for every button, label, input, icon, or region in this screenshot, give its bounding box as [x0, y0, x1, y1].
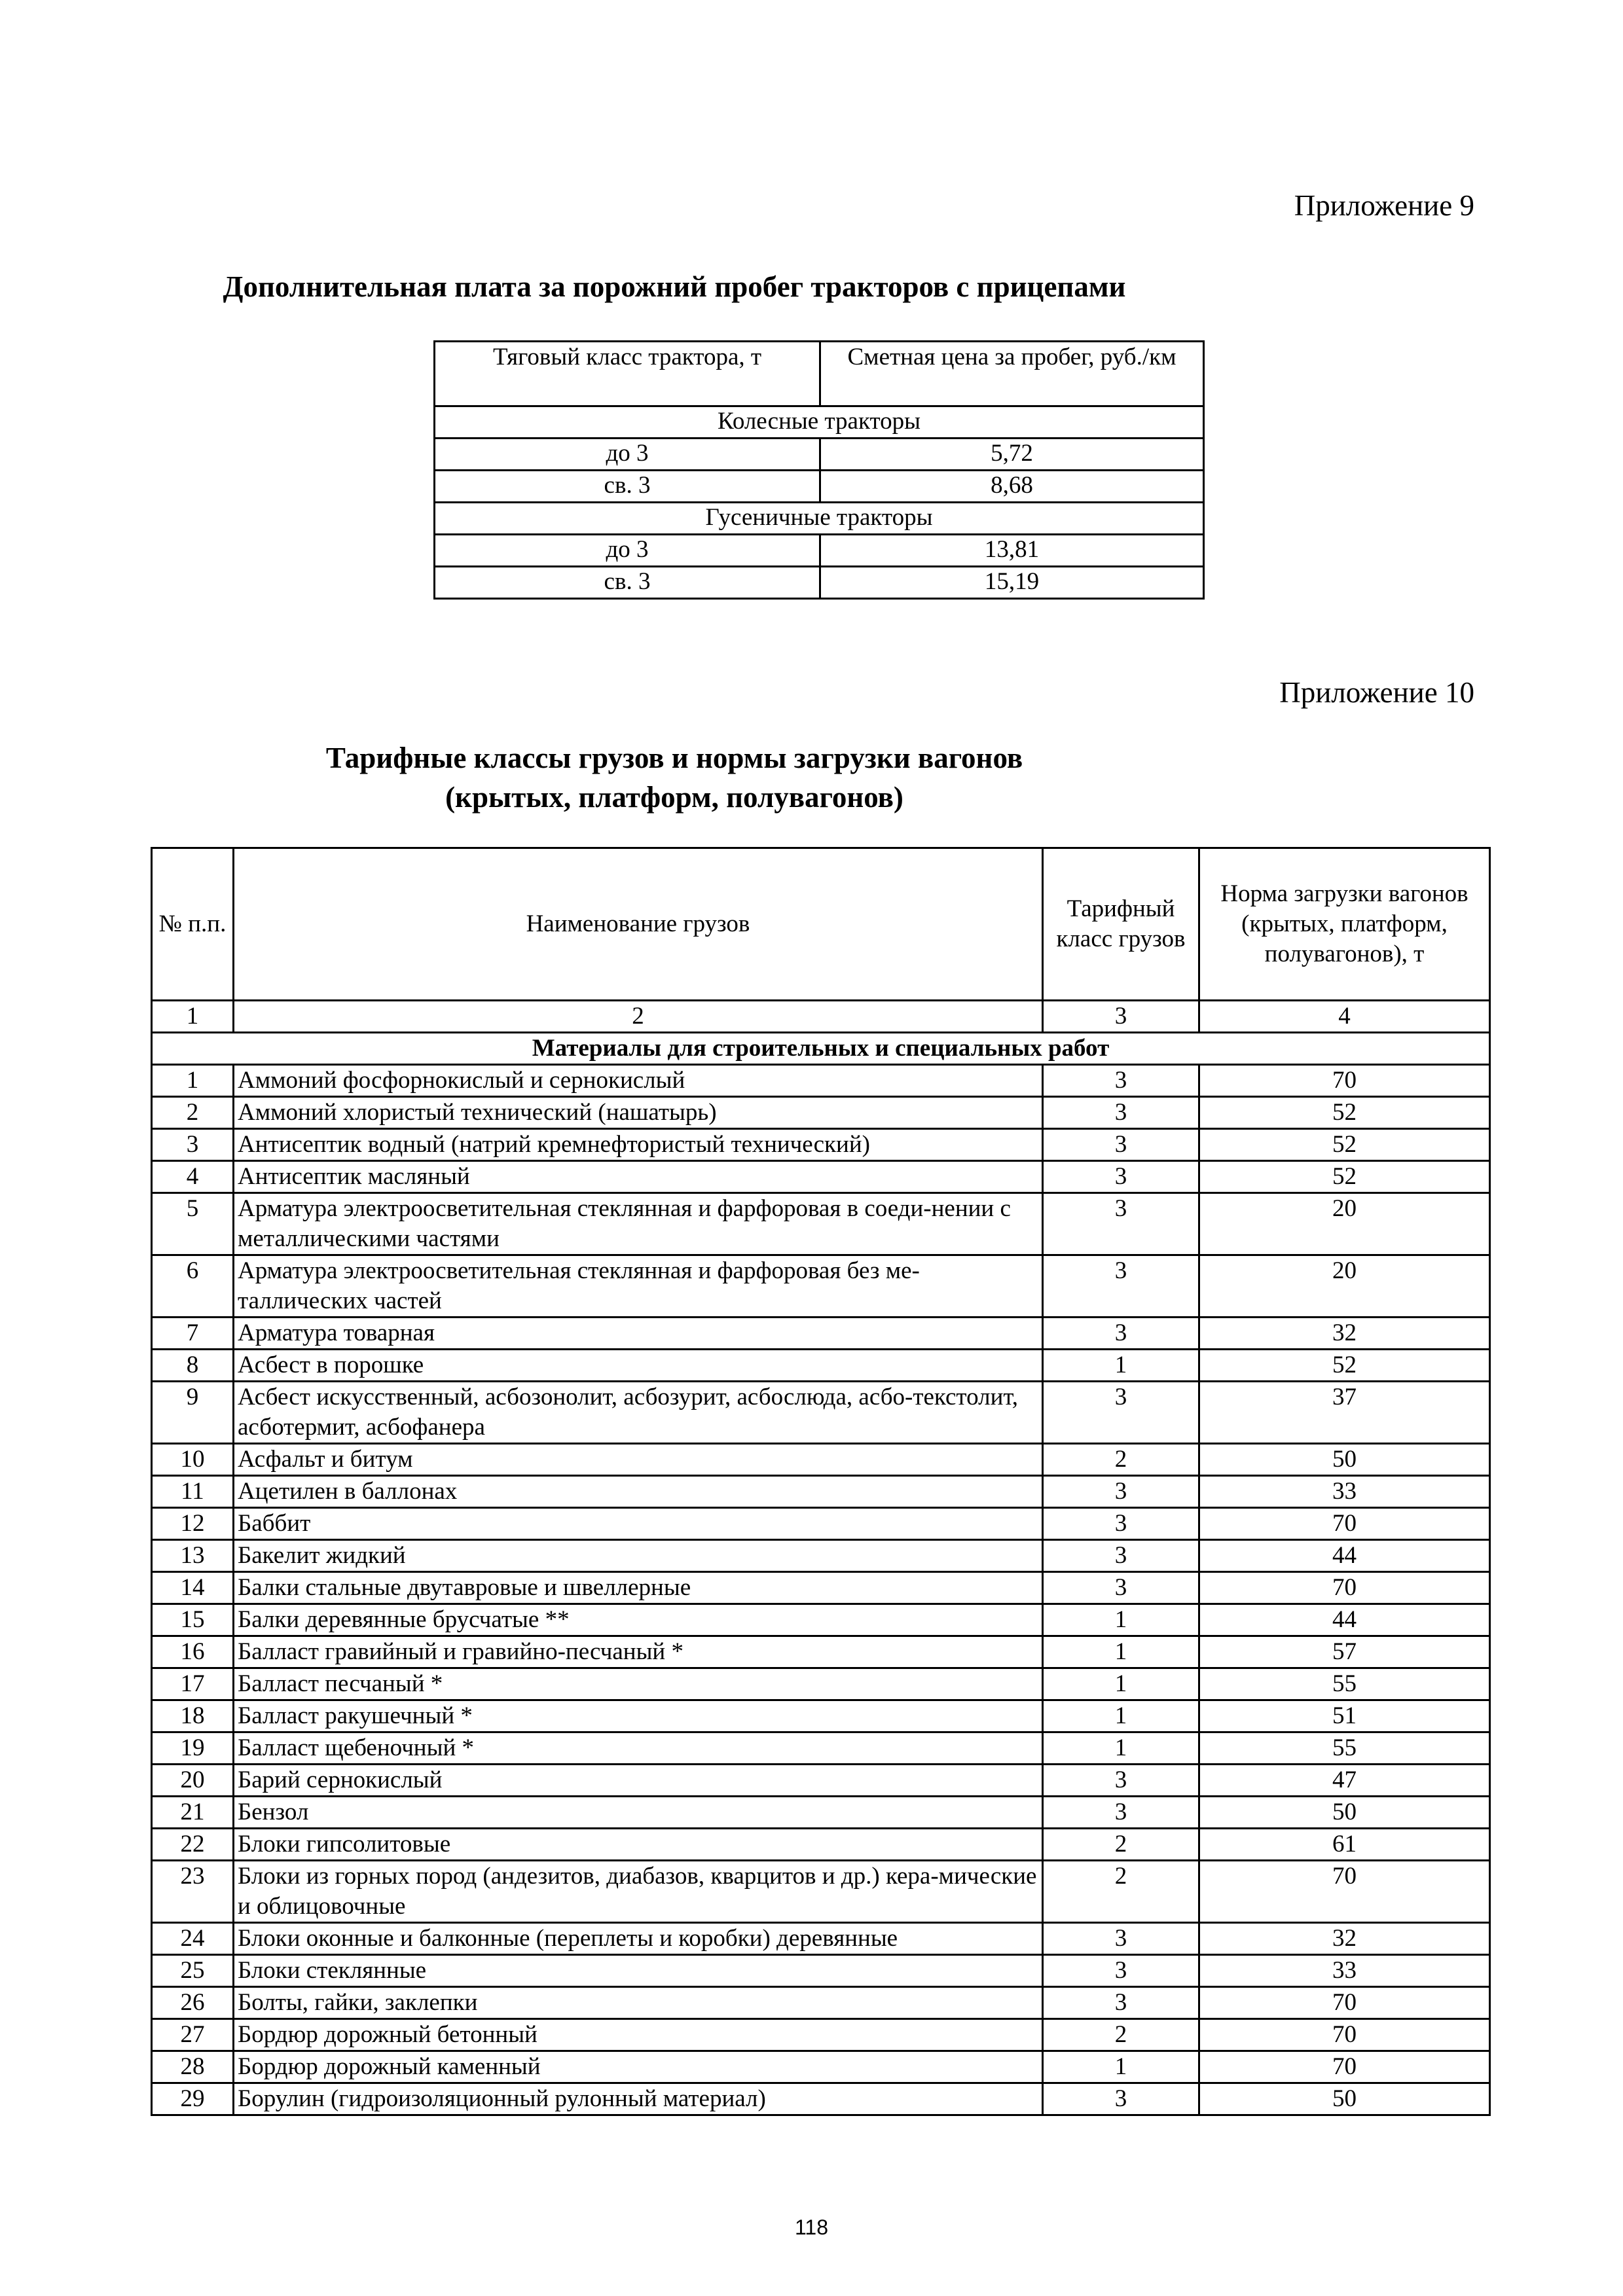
tariff-class-cell: 1: [1043, 1732, 1199, 1765]
table-row: [152, 1829, 1490, 1861]
table-row: [152, 1065, 1490, 1097]
table-row: [152, 1861, 1490, 1923]
table-row: [435, 535, 1204, 567]
table-row: [152, 1923, 1490, 1955]
load-norm-cell: 44: [1199, 1540, 1490, 1572]
tariff-class-cell: 2: [1043, 1829, 1199, 1861]
load-norm-cell: 55: [1199, 1668, 1490, 1700]
table-row: [152, 2019, 1490, 2051]
tariff-class-cell: 3: [1043, 1129, 1199, 1161]
tariff-class-cell: 1: [1043, 2051, 1199, 2083]
table-row: [152, 1668, 1490, 1700]
load-norm-cell: 70: [1199, 1987, 1490, 2019]
cargo-name-cell: Болты, гайки, заклепки: [234, 1987, 1043, 2019]
group-label: Гусеничные тракторы: [435, 503, 1204, 535]
cargo-name-cell: Блоки гипсолитовые: [234, 1829, 1043, 1861]
table-row: [152, 1255, 1490, 1318]
row-number-cell: 5: [152, 1193, 234, 1255]
section-row: [152, 1033, 1490, 1065]
cargo-name-cell: Баббит: [234, 1508, 1043, 1540]
column-header: Наименование грузов: [234, 848, 1043, 1001]
tariff-class-cell: 2: [1043, 1444, 1199, 1476]
row-number-cell: 6: [152, 1255, 234, 1318]
tariff-class-cell: 3: [1043, 1318, 1199, 1350]
table-row: [152, 1476, 1490, 1508]
row-number-cell: 26: [152, 1987, 234, 2019]
row-number-cell: 24: [152, 1923, 234, 1955]
tariff-class-cell: 3: [1043, 1923, 1199, 1955]
table-header-row: [152, 848, 1490, 1001]
tariff-class-cell: 3: [1043, 1161, 1199, 1193]
cargo-name-cell: Борулин (гидроизоляционный рулонный материал): [234, 2083, 1043, 2115]
load-norm-cell: 51: [1199, 1700, 1490, 1732]
load-norm-cell: 70: [1199, 2051, 1490, 2083]
table-row: [435, 439, 1204, 471]
cargo-name-cell: Антисептик масляный: [234, 1161, 1043, 1193]
cargo-name-cell: Аммоний фосфорнокислый и сернокислый: [234, 1065, 1043, 1097]
tariff-class-cell: 2: [1043, 2019, 1199, 2051]
tariff-class-cell: 2: [1043, 1861, 1199, 1923]
tariff-class-cell: 3: [1043, 1476, 1199, 1508]
load-norm-cell: 61: [1199, 1829, 1490, 1861]
load-norm-cell: 70: [1199, 1508, 1490, 1540]
cargo-name-cell: Балласт щебеночный *: [234, 1732, 1043, 1765]
column-index: 1: [152, 1001, 234, 1033]
cargo-name-cell: Асфальт и битум: [234, 1444, 1043, 1476]
row-number-cell: 8: [152, 1350, 234, 1382]
table-row: [152, 1955, 1490, 1987]
cargo-name-cell: Бакелит жидкий: [234, 1540, 1043, 1572]
row-number-cell: 1: [152, 1065, 234, 1097]
row-number-cell: 10: [152, 1444, 234, 1476]
row-number-cell: 21: [152, 1797, 234, 1829]
table-row: [435, 567, 1204, 599]
tariff-class-cell: 3: [1043, 1508, 1199, 1540]
column-index: 4: [1199, 1001, 1490, 1033]
page-number: 118: [794, 2215, 828, 2239]
row-number-cell: 27: [152, 2019, 234, 2051]
table-row: [152, 2083, 1490, 2115]
cargo-name-cell: Бордюр дорожный бетонный: [234, 2019, 1043, 2051]
appendix-10-title-line1: Тарифные классы грузов и нормы загрузки вагонов: [325, 742, 1023, 774]
table-row: [152, 1700, 1490, 1732]
table-row: [152, 1540, 1490, 1572]
cargo-name-cell: Балки стальные двутавровые и швеллерные: [234, 1572, 1043, 1604]
price-cell: 15,19: [820, 567, 1204, 599]
cargo-name-cell: Балласт песчаный *: [234, 1668, 1043, 1700]
row-number-cell: 23: [152, 1861, 234, 1923]
tractor-mileage-table: [433, 340, 1205, 600]
table-row: [152, 2051, 1490, 2083]
row-number-cell: 16: [152, 1636, 234, 1668]
table-row: [152, 1604, 1490, 1636]
row-number-cell: 9: [152, 1382, 234, 1444]
table-row: [152, 1350, 1490, 1382]
table-row: [152, 1572, 1490, 1604]
load-norm-cell: 57: [1199, 1636, 1490, 1668]
table-header-row: [435, 342, 1204, 406]
load-norm-cell: 55: [1199, 1732, 1490, 1765]
column-header: Норма загрузки вагонов (крытых, платформ, полувагонов), т: [1199, 848, 1490, 1001]
column-header: Сметная цена за пробег, руб./км: [820, 342, 1204, 406]
tariff-class-cell: 3: [1043, 1255, 1199, 1318]
cargo-name-cell: Арматура электроосветительная стеклянная и фарфоровая без ме-таллических частей: [234, 1255, 1043, 1318]
appendix-9-label: Приложение 9: [1294, 189, 1474, 222]
load-norm-cell: 70: [1199, 1065, 1490, 1097]
appendix-10-title-line2: (крытых, платформ, полувагонов): [445, 781, 903, 814]
cargo-name-cell: Блоки из горных пород (андезитов, диабазов, кварцитов и др.) кера-мические и облицовочные: [234, 1861, 1043, 1923]
table-row: [152, 1193, 1490, 1255]
row-number-cell: 12: [152, 1508, 234, 1540]
table-row: [435, 471, 1204, 503]
tariff-class-cell: 3: [1043, 1540, 1199, 1572]
row-number-cell: 19: [152, 1732, 234, 1765]
row-number-cell: 25: [152, 1955, 234, 1987]
column-header: № п.п.: [152, 848, 234, 1001]
column-index: 2: [234, 1001, 1043, 1033]
load-norm-cell: 33: [1199, 1955, 1490, 1987]
tariff-class-cell: 3: [1043, 1065, 1199, 1097]
load-norm-cell: 52: [1199, 1129, 1490, 1161]
load-norm-cell: 70: [1199, 1572, 1490, 1604]
appendix-10-label: Приложение 10: [1279, 676, 1474, 709]
load-norm-cell: 52: [1199, 1161, 1490, 1193]
traction-class-cell: св. 3: [435, 567, 820, 599]
table-row: [152, 1161, 1490, 1193]
cargo-tariff-table: [151, 847, 1491, 2116]
group-row: [435, 406, 1204, 439]
row-number-cell: 29: [152, 2083, 234, 2115]
tariff-class-cell: 3: [1043, 1987, 1199, 2019]
tariff-class-cell: 1: [1043, 1636, 1199, 1668]
table-row: [152, 1636, 1490, 1668]
load-norm-cell: 52: [1199, 1350, 1490, 1382]
column-index: 3: [1043, 1001, 1199, 1033]
tariff-class-cell: 3: [1043, 1765, 1199, 1797]
cargo-name-cell: Бензол: [234, 1797, 1043, 1829]
traction-class-cell: св. 3: [435, 471, 820, 503]
appendix-10-title: [0, 738, 1349, 817]
row-number-cell: 18: [152, 1700, 234, 1732]
table-row: [152, 1732, 1490, 1765]
load-norm-cell: 20: [1199, 1193, 1490, 1255]
row-number-cell: 14: [152, 1572, 234, 1604]
column-header: Тарифный класс грузов: [1043, 848, 1199, 1001]
cargo-name-cell: Антисептик водный (натрий кремнефтористый технический): [234, 1129, 1043, 1161]
tariff-class-cell: 1: [1043, 1350, 1199, 1382]
load-norm-cell: 70: [1199, 1861, 1490, 1923]
cargo-name-cell: Асбест в порошке: [234, 1350, 1043, 1382]
row-number-cell: 20: [152, 1765, 234, 1797]
tariff-class-cell: 1: [1043, 1668, 1199, 1700]
cargo-name-cell: Блоки оконные и балконные (переплеты и коробки) деревянные: [234, 1923, 1043, 1955]
traction-class-cell: до 3: [435, 439, 820, 471]
tariff-class-cell: 3: [1043, 1382, 1199, 1444]
table-row: [152, 1097, 1490, 1129]
table-row: [152, 1444, 1490, 1476]
load-norm-cell: 50: [1199, 2083, 1490, 2115]
table-row: [152, 1508, 1490, 1540]
row-number-cell: 4: [152, 1161, 234, 1193]
section-title: Материалы для строительных и специальных работ: [152, 1033, 1490, 1065]
table-row: [152, 1129, 1490, 1161]
table-row: [152, 1382, 1490, 1444]
row-number-cell: 7: [152, 1318, 234, 1350]
table-row: [152, 1765, 1490, 1797]
table-row: [152, 1797, 1490, 1829]
row-number-cell: 15: [152, 1604, 234, 1636]
row-number-cell: 22: [152, 1829, 234, 1861]
cargo-name-cell: Балки деревянные брусчатые **: [234, 1604, 1043, 1636]
row-number-cell: 17: [152, 1668, 234, 1700]
appendix-9-title: Дополнительная плата за порожний пробег тракторов с прицепами: [223, 270, 1126, 303]
load-norm-cell: 50: [1199, 1797, 1490, 1829]
cargo-name-cell: Ацетилен в баллонах: [234, 1476, 1043, 1508]
load-norm-cell: 32: [1199, 1318, 1490, 1350]
tariff-class-cell: 3: [1043, 1193, 1199, 1255]
row-number-cell: 13: [152, 1540, 234, 1572]
row-number-cell: 2: [152, 1097, 234, 1129]
column-header: Тяговый класс трактора, т: [435, 342, 820, 406]
tariff-class-cell: 3: [1043, 2083, 1199, 2115]
load-norm-cell: 70: [1199, 2019, 1490, 2051]
cargo-name-cell: Блоки стеклянные: [234, 1955, 1043, 1987]
row-number-cell: 28: [152, 2051, 234, 2083]
load-norm-cell: 52: [1199, 1097, 1490, 1129]
tariff-class-cell: 1: [1043, 1700, 1199, 1732]
cargo-name-cell: Бордюр дорожный каменный: [234, 2051, 1043, 2083]
price-cell: 5,72: [820, 439, 1204, 471]
cargo-name-cell: Балласт гравийный и гравийно-песчаный *: [234, 1636, 1043, 1668]
table-row: [152, 1318, 1490, 1350]
cargo-name-cell: Балласт ракушечный *: [234, 1700, 1043, 1732]
cargo-name-cell: Асбест искусственный, асбозонолит, асбозурит, асбослюда, асбо-текстолит, асботермит, асбофанера: [234, 1382, 1043, 1444]
cargo-name-cell: Арматура электроосветительная стеклянная и фарфоровая в соеди-нении с металлическими частями: [234, 1193, 1043, 1255]
tariff-class-cell: 3: [1043, 1572, 1199, 1604]
tariff-class-cell: 3: [1043, 1955, 1199, 1987]
load-norm-cell: 37: [1199, 1382, 1490, 1444]
group-label: Колесные тракторы: [435, 406, 1204, 439]
column-index-row: [152, 1001, 1490, 1033]
traction-class-cell: до 3: [435, 535, 820, 567]
load-norm-cell: 47: [1199, 1765, 1490, 1797]
row-number-cell: 11: [152, 1476, 234, 1508]
load-norm-cell: 33: [1199, 1476, 1490, 1508]
tariff-class-cell: 3: [1043, 1097, 1199, 1129]
table-row: [152, 1987, 1490, 2019]
load-norm-cell: 20: [1199, 1255, 1490, 1318]
price-cell: 8,68: [820, 471, 1204, 503]
group-row: [435, 503, 1204, 535]
load-norm-cell: 44: [1199, 1604, 1490, 1636]
tariff-class-cell: 3: [1043, 1797, 1199, 1829]
row-number-cell: 3: [152, 1129, 234, 1161]
price-cell: 13,81: [820, 535, 1204, 567]
cargo-name-cell: Барий сернокислый: [234, 1765, 1043, 1797]
cargo-name-cell: Аммоний хлористый технический (нашатырь): [234, 1097, 1043, 1129]
tariff-class-cell: 1: [1043, 1604, 1199, 1636]
load-norm-cell: 32: [1199, 1923, 1490, 1955]
cargo-name-cell: Арматура товарная: [234, 1318, 1043, 1350]
load-norm-cell: 50: [1199, 1444, 1490, 1476]
